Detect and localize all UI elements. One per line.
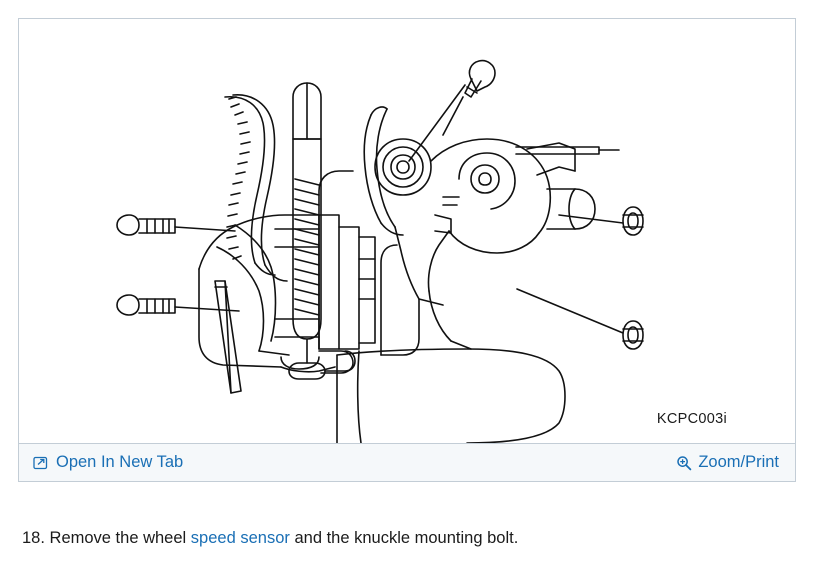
zoom-print-label: Zoom/Print	[698, 453, 779, 471]
step-text-before: Remove the wheel	[49, 529, 187, 547]
step-number: 18.	[22, 529, 45, 547]
step-paragraph	[22, 527, 518, 549]
zoom-print-button[interactable]	[676, 452, 779, 472]
figure-caption: KCPC003i	[656, 411, 727, 427]
speed-sensor-link[interactable]: speed sensor	[190, 529, 290, 547]
figure-toolbar	[19, 443, 795, 481]
step-text-after: and the knuckle mounting bolt.	[294, 529, 519, 547]
figure-image	[19, 19, 795, 443]
external-link-icon	[33, 455, 49, 471]
figure-panel	[18, 18, 796, 482]
open-in-new-tab-button[interactable]	[33, 452, 183, 472]
technical-line-drawing	[19, 19, 795, 443]
magnifier-icon	[676, 455, 692, 471]
open-in-new-tab-label: Open In New Tab	[56, 453, 184, 471]
